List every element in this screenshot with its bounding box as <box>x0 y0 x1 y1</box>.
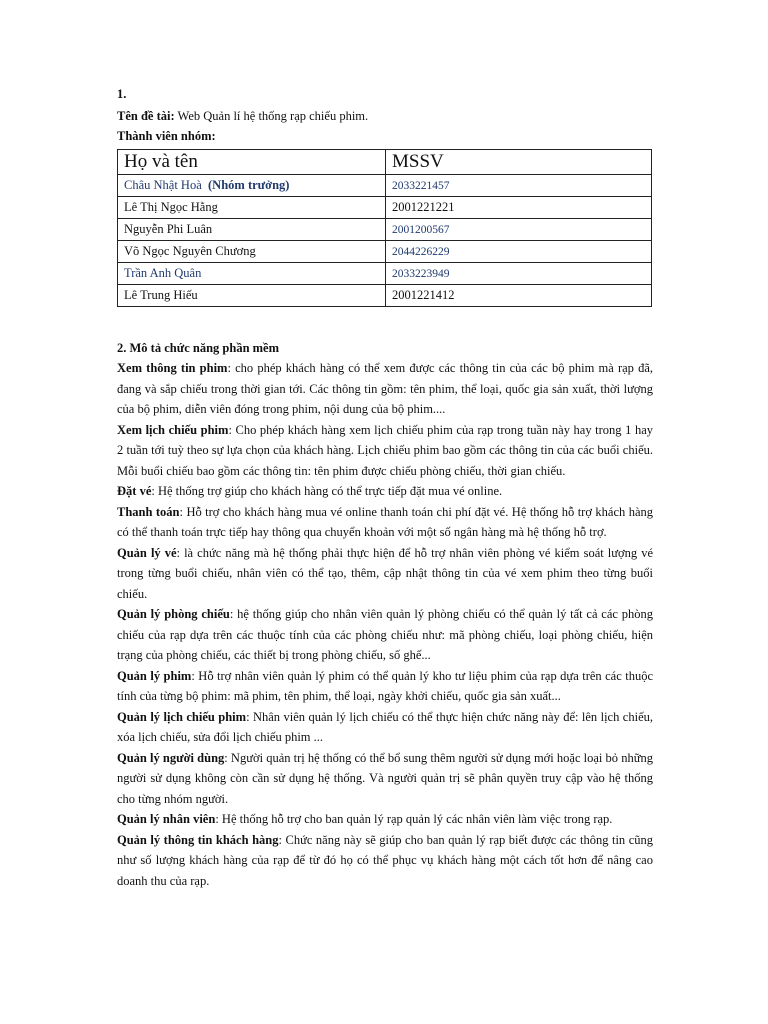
feature-paragraph <box>117 809 653 830</box>
feature-list <box>117 358 653 891</box>
member-name: Lê Trung Hiếu <box>118 285 386 307</box>
feature-paragraph <box>117 748 653 810</box>
feature-title: Quản lý phim <box>117 668 192 683</box>
feature-title: Quản lý phòng chiếu <box>117 607 230 621</box>
feature-text: : Hệ thống hỗ trợ cho ban quản lý rạp quản lý các nhân viên làm việc trong rạp. <box>215 812 613 826</box>
feature-paragraph <box>117 604 653 666</box>
member-name: Võ Ngọc Nguyên Chương <box>118 241 386 263</box>
feature-paragraph <box>117 481 653 502</box>
section-1-number: 1. <box>117 87 127 101</box>
feature-text: : hệ thống giúp cho nhân viên quản lý phòng chiếu có thể quản lý tất cả các phòng chiếu của rạp dựa trên các thuộc tính của các phòng chiếu như: mã phòng chiếu, loại phòng chiếu, hiện trạng của phòng chiếu, các thiết bị trong phòng chiếu, số ghế... <box>117 607 654 662</box>
member-id: 2001200567 <box>386 219 652 241</box>
member-id: 2001221221 <box>386 197 652 219</box>
member-id: 2044226229 <box>386 241 652 263</box>
feature-text: : Nhân viên quản lý lịch chiếu có thể thực hiện chức năng này để: lên lịch chiếu, xóa lịch chiếu, sửa đổi lịch chiếu phim ... <box>117 709 653 744</box>
feature-paragraph <box>117 358 653 420</box>
feature-text: : Hỗ trợ nhân viên quản lý phim có thể quản lý kho tư liệu phim của rạp dựa trên các thuộc tính của từng bộ phim: mã phim, tên phim, thể loại, ngày khởi chiếu, quốc gia sản xuất... <box>117 668 654 703</box>
feature-title: Quản lý thông tin khách hàng <box>117 832 279 847</box>
feature-paragraph <box>117 502 653 543</box>
feature-text: : Hệ thống trợ giúp cho khách hàng có thể trực tiếp đặt mua vé online. <box>151 484 503 498</box>
feature-paragraph <box>117 666 653 707</box>
feature-text: : Chức năng này sẽ giúp cho ban quản lý rạp biết được các thông tin cũng như số lượng khách hàng của rạp để từ đó họ có thể phục vụ khách hàng một cách tốt hơn để nâng cao doanh thu của rạp. <box>117 832 654 888</box>
member-name-cell <box>118 175 386 197</box>
leader-note: (Nhóm trưởng) <box>208 178 290 192</box>
table-header-row <box>118 150 652 175</box>
member-name: Trần Anh Quân <box>118 263 386 285</box>
member-name: Châu Nhật Hoà <box>124 178 202 192</box>
feature-paragraph <box>117 707 653 748</box>
table-row <box>118 219 652 241</box>
member-name: Nguyễn Phi Luân <box>118 219 386 241</box>
members-label: Thành viên nhóm: <box>117 129 216 143</box>
feature-text: : là chức năng mà hệ thống phải thực hiện để hỗ trợ nhân viên phòng vé kiểm soát lượng vé trong từng buổi chiếu, nhân viên có thể tạo, thêm, cập nhật thông tin của vé xem phim theo từng buổi chiếu. <box>117 545 653 601</box>
feature-title: Quản lý nhân viên <box>117 812 216 826</box>
feature-text: : Người quản trị hệ thống có thể bổ sung thêm người sử dụng mới hoặc loại bỏ những người sử dụng không còn cần sử dụng hệ thống. Và người quản trị sẽ phân quyền truy cập vào hệ thống cho từng nhóm người. <box>117 750 653 806</box>
feature-text: : Hỗ trợ cho khách hàng mua vé online thanh toán chi phí đặt vé. Hệ thống hỗ trợ khách hàng có thể thanh toán trực tiếp hay thông qua chuyển khoản với một số ngân hàng mà hệ thống hỗ trợ. <box>117 504 653 539</box>
topic-label: Tên đề tài: <box>117 109 175 123</box>
topic-value: Web Quản lí hệ thống rạp chiếu phim. <box>174 109 369 123</box>
header-id: MSSV <box>386 150 652 175</box>
table-row <box>118 175 652 197</box>
feature-title: Thanh toán <box>117 504 180 519</box>
feature-title: Quản lý lịch chiếu phim <box>117 709 247 724</box>
feature-paragraph <box>117 830 653 892</box>
feature-title: Xem lịch chiếu phim <box>117 422 229 437</box>
document-page <box>117 84 653 891</box>
feature-title: Quản lý vé <box>117 545 177 560</box>
feature-title: Đặt vé <box>117 484 152 498</box>
topic-line <box>117 106 653 126</box>
member-id: 2001221412 <box>386 285 652 307</box>
feature-text: : cho phép khách hàng có thể xem được các thông tin của các bộ phim mà rạp đã, đang và sắp chiếu trong thời gian tới. Các thông tin gồm: tên phim, thể loại, quốc gia sản xuất, thời lượng của bộ phim, diễn viên đóng trong phim, nội dung của bộ phim.... <box>117 361 654 416</box>
table-row <box>118 197 652 219</box>
table-row <box>118 241 652 263</box>
feature-title: Xem thông tin phim <box>117 361 228 375</box>
feature-paragraph <box>117 420 653 482</box>
table-row <box>118 285 652 307</box>
feature-title: Quản lý người dùng <box>117 750 225 765</box>
feature-text: : Cho phép khách hàng xem lịch chiếu phim của rạp trong tuần này hay trong 1 hay 2 tuần tới tuỳ theo sự lựa chọn của khách hàng. Lịch chiếu phim bao gồm các thông tin của các buổi chiếu. Mỗi buổi chiếu bao gồm các thông tin: tên phim được chiếu phòng chiếu, thời gian chiếu. <box>117 422 654 478</box>
table-row <box>118 263 652 285</box>
member-id: 2033223949 <box>386 263 652 285</box>
member-id: 2033221457 <box>386 175 652 197</box>
feature-paragraph <box>117 543 653 605</box>
section-2-title: 2. Mô tả chức năng phần mềm <box>117 341 280 355</box>
members-table <box>117 149 652 307</box>
member-name: Lê Thị Ngọc Hằng <box>118 197 386 219</box>
header-name: Họ và tên <box>118 150 386 175</box>
